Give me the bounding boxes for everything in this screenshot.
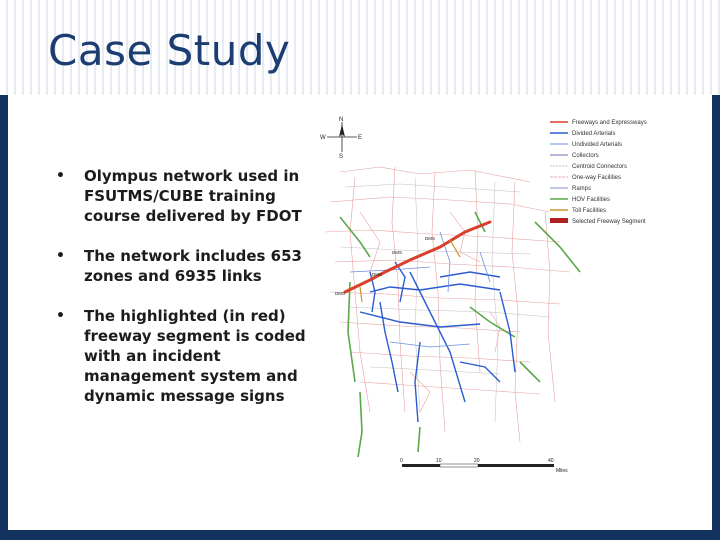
legend-label: Undivided Arterials: [572, 142, 623, 148]
compass-e-label: E: [358, 135, 363, 141]
bullet-text: Olympus network used in FSUTMS/CUBE training course delivered by FDOT: [84, 167, 302, 225]
legend-label: One-way Facilities: [572, 175, 622, 181]
legend-label: Selected Freeway Segment: [572, 219, 646, 225]
network-map: [300, 112, 700, 482]
compass-n-label: N: [339, 117, 344, 123]
network-grey-links: [340, 177, 550, 422]
dms-label: DMS: [335, 291, 345, 296]
legend-label: HOV Facilities: [572, 197, 611, 203]
scale-tick-label: 10: [436, 458, 442, 464]
compass-w-label: W: [320, 135, 326, 141]
map-legend: [550, 120, 647, 225]
bullet-list: [52, 166, 322, 426]
scale-tick-label: 20: [474, 458, 480, 464]
bullet-item: [52, 306, 322, 406]
dms-label: DMS: [372, 272, 382, 277]
slide-title: Case Study: [48, 26, 291, 75]
bullet-item: [52, 166, 322, 226]
bullet-dot-icon: •: [56, 168, 65, 184]
legend-label: Divided Arterials: [572, 131, 616, 137]
bullet-text: The highlighted (in red) freeway segment is coded with an incident management system and dynamic message signs: [84, 307, 306, 405]
bullet-dot-icon: •: [56, 308, 65, 324]
bullet-dot-icon: •: [56, 248, 65, 264]
legend-label: Toll Facilities: [572, 208, 607, 214]
dms-label: DMS: [392, 250, 402, 255]
compass-s-label: S: [339, 154, 344, 160]
scale-unit-label: Miles: [556, 468, 568, 474]
scale-tick-label: 40: [548, 458, 554, 464]
legend-label: Centroid Connectors: [572, 164, 628, 170]
scale-tick-label: 0: [400, 458, 403, 464]
compass-icon: [320, 117, 362, 160]
bullet-text: The network includes 653 zones and 6935 links: [84, 247, 302, 285]
selected-freeway-segment: [345, 222, 490, 292]
network-background-links: [325, 167, 570, 442]
bullet-item: [52, 246, 322, 286]
legend-label: Ramps: [572, 186, 592, 192]
legend-label: Freeways and Expressways: [572, 120, 647, 126]
frame-bottom-border: [0, 530, 720, 540]
frame-right-border: [712, 95, 720, 540]
scale-bar: [400, 458, 568, 474]
legend-label: Collectors: [572, 153, 599, 159]
dms-label: DMS: [425, 236, 435, 241]
frame-left-border: [0, 95, 8, 540]
